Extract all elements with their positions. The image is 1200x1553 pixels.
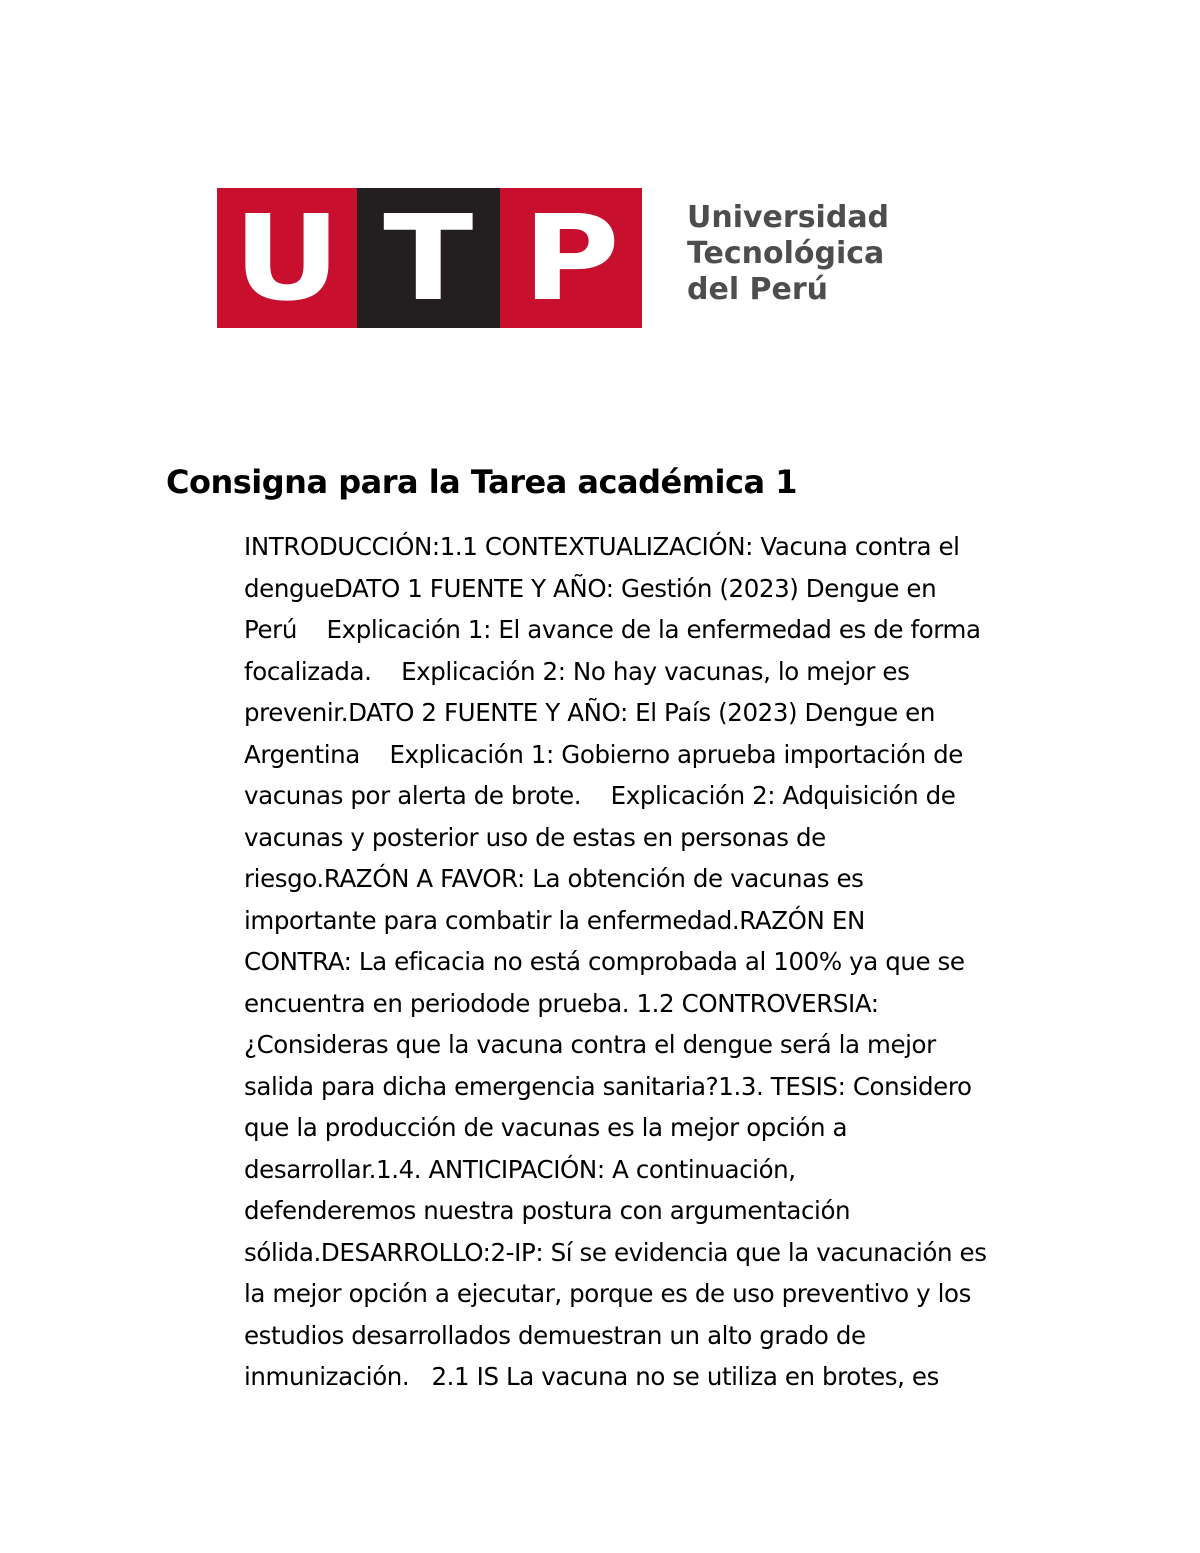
utp-logo — [217, 188, 889, 328]
logo-box-u — [217, 188, 357, 328]
logo-box-t — [357, 188, 500, 328]
document-title: Consigna para la Tarea académica 1 — [166, 463, 797, 501]
body-line: salida para dicha emergencia sanitaria?1.3. TESIS: Considero — [244, 1071, 972, 1101]
body-line: estudios desarrollados demuestran un alto grado de — [244, 1320, 866, 1350]
body-line: inmunización. 2.1 IS La vacuna no se utiliza en brotes, es — [244, 1362, 939, 1391]
body-line: focalizada. Explicación 2: No hay vacunas, lo mejor es — [244, 656, 910, 686]
body-line: riesgo.RAZÓN A FAVOR: La obtención de vacunas es — [244, 864, 864, 893]
logo-letter-p: P — [522, 189, 620, 327]
body-line: sólida.DESARROLLO:2-IP: Sí se evidencia que la vacunación es — [244, 1237, 987, 1267]
document-body — [244, 526, 1044, 1398]
logo-text-line: del Perú — [687, 272, 829, 307]
body-line: ¿Consideras que la vacuna contra el dengue será la mejor — [244, 1030, 936, 1059]
body-line: dengueDATO 1 FUENTE Y AÑO: Gestión (2023) Dengue en — [244, 573, 937, 603]
body-line: Perú Explicación 1: El avance de la enfermedad es de forma — [244, 615, 981, 644]
logo-text-line: Tecnológica — [687, 236, 885, 271]
logo-box-p — [500, 188, 642, 328]
body-line: CONTRA: La eficacia no está comprobada al 100% ya que se — [244, 947, 965, 976]
body-line: importante para combatir la enfermedad.RAZÓN EN — [244, 905, 865, 935]
body-line: defenderemos nuestra postura con argumentación — [244, 1196, 851, 1225]
logo-letter-t: T — [383, 189, 474, 327]
body-line: desarrollar.1.4. ANTICIPACIÓN: A continuación, — [244, 1154, 796, 1184]
body-line: la mejor opción a ejecutar, porque es de uso preventivo y los — [244, 1279, 971, 1308]
body-line: encuentra en periodode prueba. 1.2 CONTROVERSIA: — [244, 988, 879, 1018]
body-line: vacunas por alerta de brote. Explicación 2: Adquisición de — [244, 781, 956, 810]
body-line: prevenir.DATO 2 FUENTE Y AÑO: El País (2023) Dengue en — [244, 698, 935, 727]
utp-logo-boxes — [217, 188, 642, 328]
body-line: vacunas y posterior uso de estas en personas de — [244, 822, 826, 852]
body-line: Argentina Explicación 1: Gobierno aprueba importación de — [244, 739, 963, 769]
logo-wordmark — [687, 200, 889, 308]
body-line: INTRODUCCIÓN:1.1 CONTEXTUALIZACIÓN: Vacuna contra el — [244, 532, 960, 561]
logo-letter-u: U — [233, 189, 341, 327]
logo-text-line: Universidad — [687, 200, 890, 235]
body-line: que la producción de vacunas es la mejor opción a — [244, 1113, 848, 1142]
